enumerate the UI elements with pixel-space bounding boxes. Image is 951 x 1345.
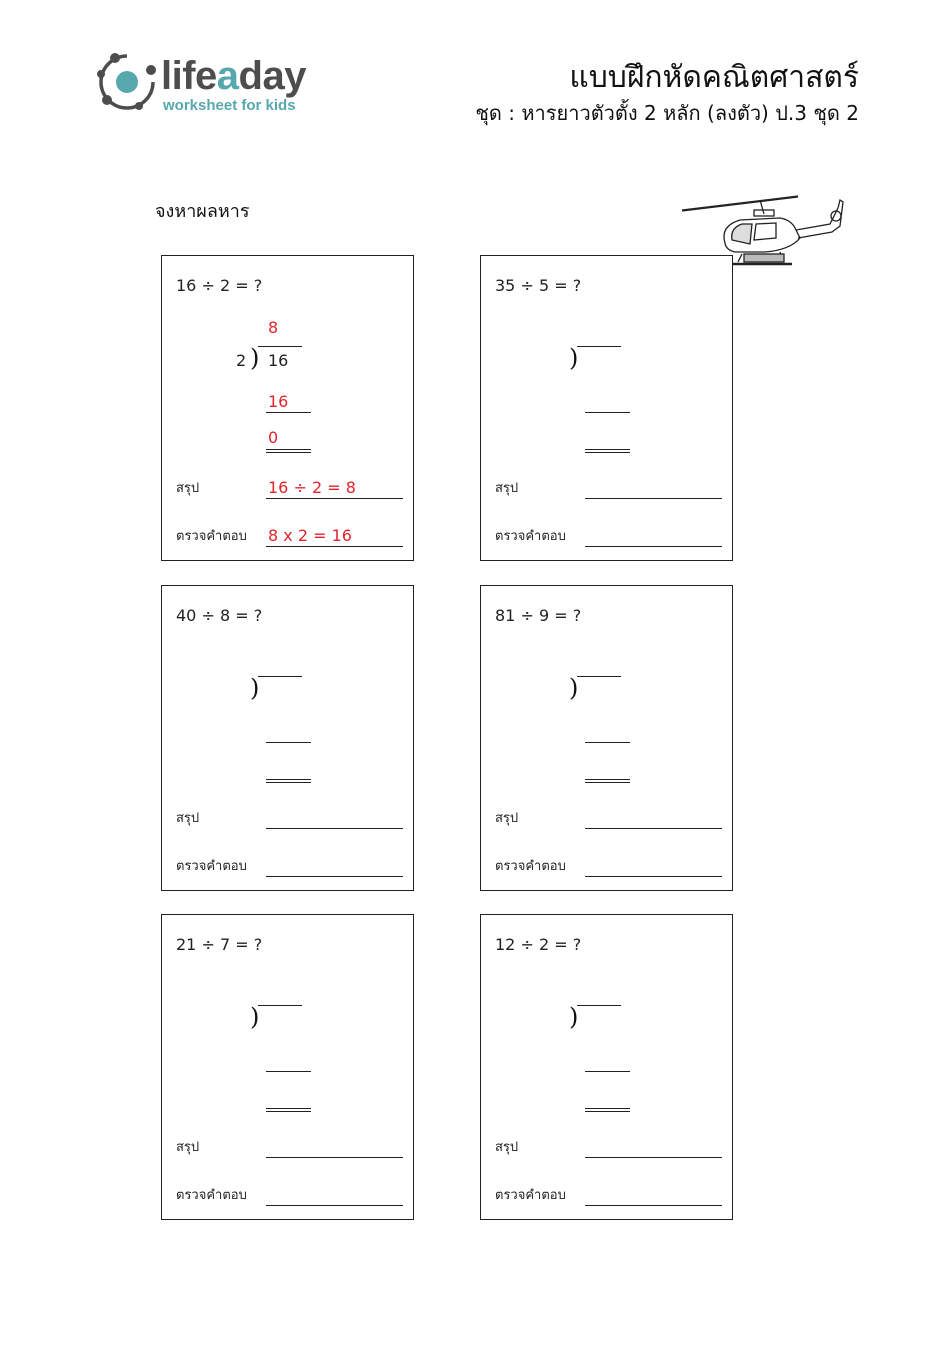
check-line [585,876,722,877]
problem-card-6 [480,914,733,1220]
check-label: ตรวจคำตอบ [176,1188,247,1203]
check-line [266,1205,403,1206]
problem-card-1 [161,255,414,561]
division-bar [577,346,621,347]
summary-line [585,498,722,499]
divisor: 2 [236,351,247,370]
division-bracket: ) [250,344,260,372]
remainder-double-line [266,1108,311,1112]
remainder-double-line [585,449,630,453]
summary-label: สรุป [176,481,200,496]
division-bar [577,1005,621,1006]
check-answer: 8 x 2 = 16 [268,526,352,545]
logo-wordmark: lifeaday [161,54,306,98]
problem-question: 35 ÷ 5 = ? [495,276,582,295]
division-bar [258,346,302,347]
check-label: ตรวจคำตอบ [495,529,566,544]
subtract-line [585,1071,630,1072]
summary-answer: 16 ÷ 2 = 8 [268,478,356,497]
check-label: ตรวจคำตอบ [495,859,566,874]
remainder-double-line [585,1108,630,1112]
division-bracket: ) [250,1003,260,1031]
summary-label: สรุป [176,811,200,826]
logo [95,50,335,120]
dividend: 16 [268,351,289,370]
check-line [266,876,403,877]
remainder-answer: 0 [268,428,279,447]
check-label: ตรวจคำตอบ [176,529,247,544]
summary-label: สรุป [495,481,519,496]
division-bracket: ) [569,674,579,702]
summary-line [266,1157,403,1158]
problem-question: 21 ÷ 7 = ? [176,935,263,954]
subtract-line [266,1071,311,1072]
summary-label: สรุป [176,1140,200,1155]
logo-tagline: worksheet for kids [163,97,296,114]
summary-line [585,1157,722,1158]
remainder-double-line [266,449,311,453]
division-bar [577,676,621,677]
problem-question: 16 ÷ 2 = ? [176,276,263,295]
instruction-text: จงหาผลหาร [155,201,250,222]
logo-molecule-icon [95,50,159,114]
division-bracket: ) [250,674,260,702]
check-label: ตรวจคำตอบ [495,1188,566,1203]
subtract-answer: 16 [268,392,289,411]
summary-label: สรุป [495,1140,519,1155]
subtract-line [585,412,630,413]
subtract-line [585,742,630,743]
check-line [585,546,722,547]
remainder-double-line [266,779,311,783]
division-bracket: ) [569,344,579,372]
problem-card-5 [161,914,414,1220]
check-line [585,1205,722,1206]
division-bar [258,676,302,677]
problem-card-3 [161,585,414,891]
worksheet-title: แบบฝึกหัดคณิตศาสตร์ [569,60,859,95]
worksheet-subtitle: ชุด : หารยาวตัวตั้ง 2 หลัก (ลงตัว) ป.3 ชุด 2 [475,101,859,125]
problem-question: 40 ÷ 8 = ? [176,606,263,625]
quotient-answer: 8 [268,318,279,337]
subtract-line [266,742,311,743]
subtract-line [266,412,311,413]
summary-line [266,498,403,499]
division-bracket: ) [569,1003,579,1031]
problem-question: 81 ÷ 9 = ? [495,606,582,625]
remainder-double-line [585,779,630,783]
summary-line [266,828,403,829]
division-bar [258,1005,302,1006]
summary-line [585,828,722,829]
problem-card-2 [480,255,733,561]
check-label: ตรวจคำตอบ [176,859,247,874]
problem-card-4 [480,585,733,891]
check-line [266,546,403,547]
problem-question: 12 ÷ 2 = ? [495,935,582,954]
summary-label: สรุป [495,811,519,826]
